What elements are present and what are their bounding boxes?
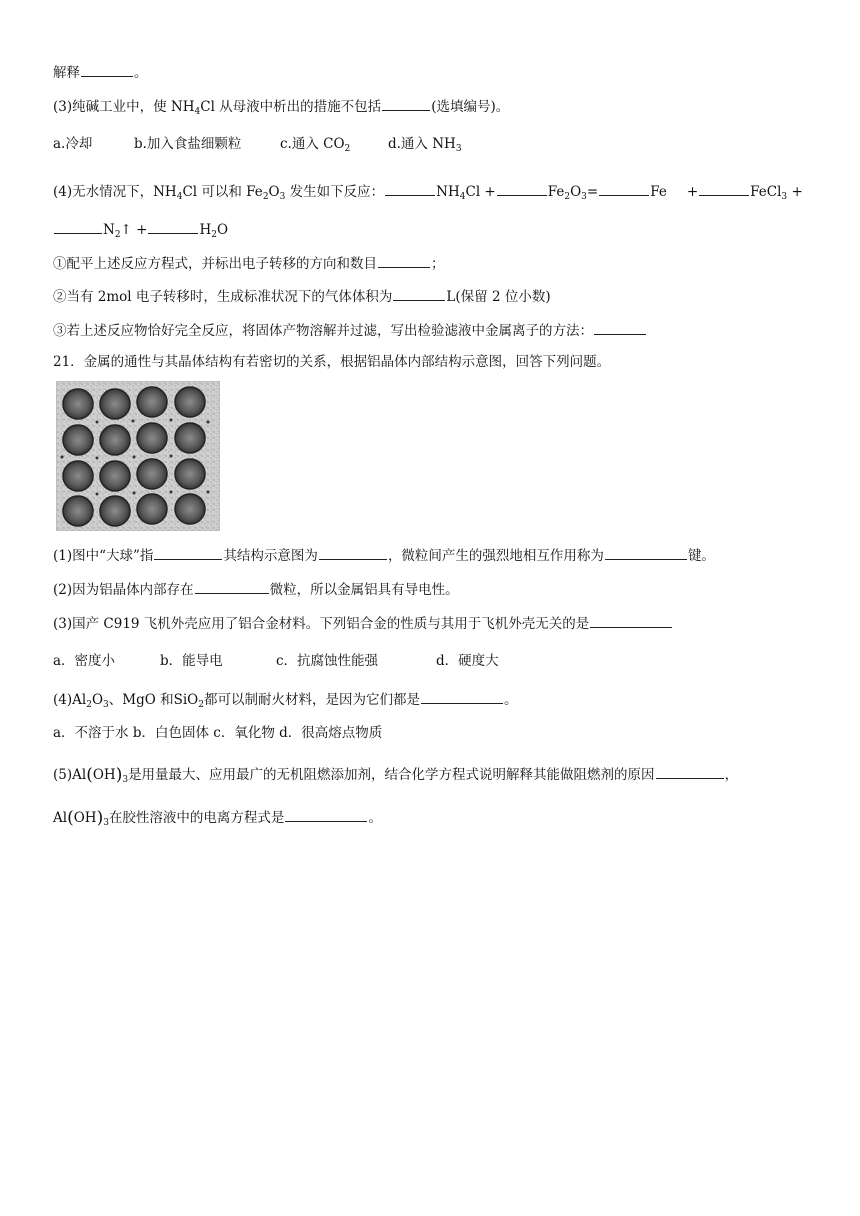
text: Fe [547, 184, 565, 200]
text: (2)因为铝晶体内部存在 [53, 582, 194, 598]
text: ，微粒间产生的强烈地相互作用称为 [387, 548, 604, 564]
text: (4)无水情况下，NH [53, 184, 177, 200]
subscript: 2 [211, 230, 217, 240]
subscript: 4 [176, 192, 183, 202]
text: 键。 [687, 548, 715, 564]
coefficient-blank[interactable] [148, 219, 198, 234]
part-1 [53, 545, 715, 565]
part-3 [53, 613, 673, 633]
subscript: 2 [114, 230, 121, 240]
subscript: 3 [581, 192, 587, 202]
text: (1)图中“大球”指 [53, 548, 154, 564]
text: ↑ + [120, 222, 148, 238]
coefficient-blank[interactable] [385, 181, 435, 196]
text: H [199, 222, 212, 238]
text: Fe [650, 184, 667, 200]
option-a: a.冷却 [53, 136, 93, 152]
text: Cl 从母液中析出的措施不包括 [200, 99, 382, 115]
subscript: 2 [344, 144, 351, 154]
part-4 [53, 689, 517, 709]
part-3-options [53, 652, 499, 670]
subscript: 3 [103, 818, 109, 828]
coefficient-blank[interactable] [497, 181, 547, 196]
text: Al [72, 767, 87, 783]
text: 。 [503, 692, 518, 708]
answer-blank[interactable] [656, 764, 724, 779]
subscript: 3 [781, 192, 788, 202]
part-4-options [53, 724, 382, 742]
answer-blank[interactable] [285, 807, 367, 822]
subscript: 2 [86, 700, 92, 710]
question-4 [53, 181, 803, 201]
text: O [570, 184, 582, 200]
line-explain [53, 62, 148, 82]
answer-blank[interactable] [81, 62, 133, 77]
text: 是用量最大、应用最广的无机阻燃添加剂，结合化学方程式说明解释其能做阻燃剂的原因 [128, 767, 655, 783]
answer-blank[interactable] [421, 689, 503, 704]
text: Al [53, 810, 68, 826]
text: 。 [368, 810, 382, 826]
text: d.通入 NH [388, 136, 456, 152]
text: 、MgO 和 [108, 692, 174, 708]
text: 其结构示意图为 [223, 548, 318, 564]
option-d [388, 135, 462, 153]
text: = [586, 184, 599, 200]
text: ， [724, 767, 739, 783]
coefficient-blank[interactable] [699, 181, 749, 196]
coefficient-blank[interactable] [54, 219, 102, 234]
answer-blank[interactable] [393, 286, 445, 301]
text: 在胶性溶液中的电离方程式是 [108, 810, 285, 826]
text: OH [92, 767, 116, 783]
answer-blank[interactable] [378, 253, 430, 268]
subscript: 2 [262, 192, 269, 202]
text: 解释 [53, 65, 80, 81]
crystal-structure-image [57, 382, 219, 530]
text: ①配平上述反应方程式，并标出电子转移的方向和数目 [53, 256, 377, 272]
text: OH [73, 810, 97, 826]
text: Cl 可以和 Fe [182, 184, 263, 200]
text: SiO [173, 692, 199, 708]
subscript: 2 [198, 700, 204, 710]
text: ； [431, 256, 445, 272]
sub-question-1 [53, 253, 445, 273]
answer-blank[interactable] [590, 613, 672, 628]
answer-blank[interactable] [605, 545, 687, 560]
text: (3)国产 C919 飞机外壳应用了铝合金材料。下列铝合金的性质与其用于飞机外壳无关的是 [53, 616, 590, 632]
option-d: d．硬度大 [436, 653, 499, 669]
option-b: b.加入食盐细颗粒 [134, 136, 242, 152]
subscript: 3 [103, 700, 109, 710]
option-b: b．能导电 [160, 653, 223, 669]
equation-line-2 [53, 219, 228, 239]
question-21 [53, 353, 610, 371]
question-3 [53, 96, 509, 116]
aluminum-crystal-figure [56, 381, 220, 531]
text: N [103, 222, 115, 238]
text: 21．金属的通性与其晶体结构有若密切的关系，根据铝晶体内部结构示意图，回答下列问题。 [53, 354, 611, 370]
text: (3)纯碱工业中，使 NH [53, 99, 195, 115]
text: c.通入 CO [280, 136, 345, 152]
text: O [216, 222, 229, 238]
text: (5) [53, 767, 73, 783]
answer-blank[interactable] [382, 96, 430, 111]
text: NH [436, 184, 460, 200]
part-5-ionization: $Al(OH)_3$在胶性溶液中的电离方程式是 。 [53, 808, 382, 828]
subscript: 3 [279, 192, 286, 202]
subscript: 2 [564, 192, 571, 202]
text: ②当有 2mol 电子转移时，生成标准状况下的气体体积为 [53, 289, 393, 305]
text: O [91, 692, 104, 708]
answer-blank[interactable] [154, 545, 222, 560]
text: 。 [134, 65, 148, 81]
subscript: 3 [455, 144, 462, 154]
text: + [787, 184, 803, 200]
answer-blank[interactable] [319, 545, 387, 560]
coefficient-blank[interactable] [599, 181, 649, 196]
text: O [268, 184, 280, 200]
text: ③若上述反应物恰好完全反应，将固体产物溶解并过滤，写出检验滤液中金属离子的方法： [53, 323, 593, 339]
options: a．不溶于水 b．白色固体 c．氧化物 d．很高熔点物质 [53, 725, 383, 741]
part-2 [53, 579, 459, 599]
text: + [686, 184, 699, 200]
text: FeCl [750, 184, 782, 200]
sub-question-2 [53, 286, 551, 306]
text: (选填编号)。 [431, 99, 510, 115]
answer-blank[interactable] [195, 579, 269, 594]
subscript: 4 [459, 192, 466, 202]
text: Al [72, 692, 87, 708]
subscript: 3 [122, 775, 129, 785]
question-3-options [53, 135, 462, 153]
subscript: 4 [194, 107, 201, 117]
option-c: c．抗腐蚀性能强 [276, 653, 379, 669]
option-c [280, 135, 388, 153]
part-5: $(5)Al(OH)_3$是用量最大、应用最广的无机阻燃添加剂，结合化学方程式说明解释其能做阻燃剂的原因 ， [53, 765, 739, 785]
text: (4) [53, 692, 73, 708]
text: 都可以制耐火材料，是因为它们都是 [203, 692, 420, 708]
text: 微粒，所以金属铝具有导电性。 [269, 582, 459, 598]
text: 发生如下反应： [285, 184, 385, 200]
answer-blank[interactable] [594, 320, 646, 335]
sub-question-3 [53, 320, 647, 340]
text: L(保留 2 位小数) [446, 289, 551, 305]
text: Cl + [465, 184, 496, 200]
option-a: a．密度小 [53, 653, 116, 669]
